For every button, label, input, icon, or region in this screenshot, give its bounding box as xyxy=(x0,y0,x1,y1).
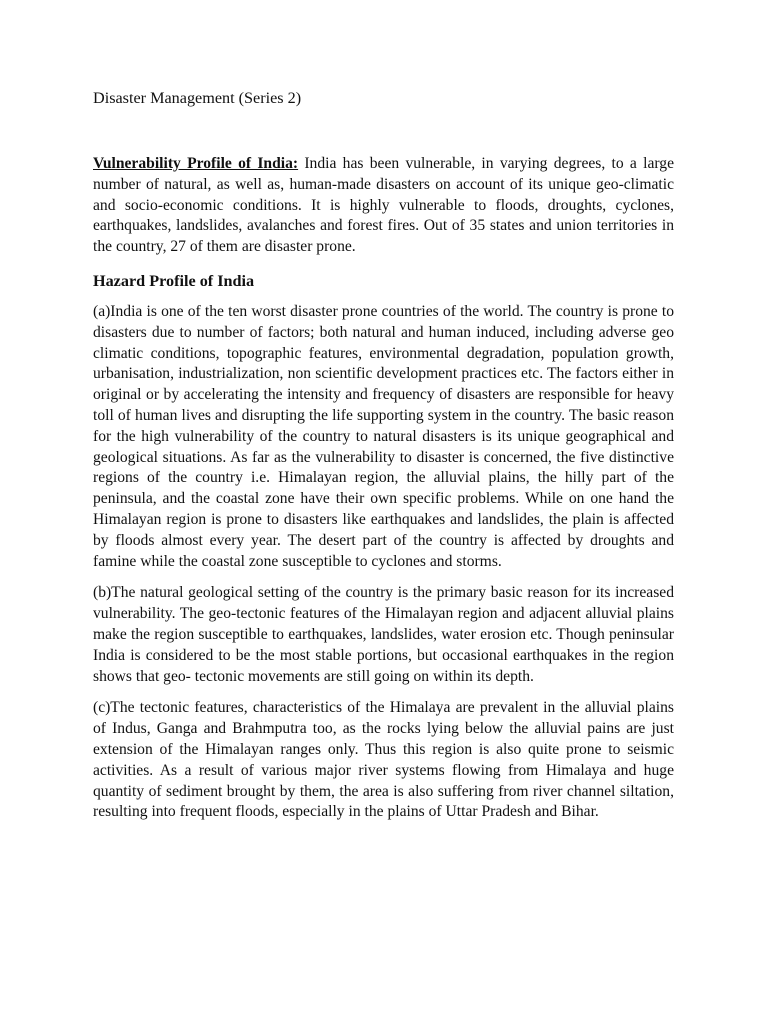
hazard-paragraph-b: (b)The natural geological setting of the country is the primary basic reason for its increased vulnerability. The geo-tectonic features of the Himalayan region and adjacent alluvial plains make the region susceptible to earthquakes, landslides, water erosion etc. Though peninsular India is considered to be the most stable portions, but occasional earthquakes in the region shows that geo- tectonic movements are still going on within its depth. xyxy=(93,584,674,685)
document-title: Disaster Management (Series 2) xyxy=(93,89,302,107)
hazard-paragraph-c: (c)The tectonic features, characteristics of the Himalaya are prevalent in the alluvial plains of Indus, Ganga and Brahmputra too, as the rocks lying below the alluvial pains are just extension of the Himalayan ranges only. Thus this region is also quite prone to seismic activities. As a result of various major river systems flowing from Himalaya and huge quantity of sediment brought by them, the area is also suffering from river channel siltation, resulting into frequent floods, especially in the plains of Uttar Pradesh and Bihar. xyxy=(93,699,674,821)
document-body xyxy=(93,154,674,834)
hazard-profile-heading: Hazard Profile of India xyxy=(93,271,255,290)
hazard-paragraph-a: (a)India is one of the ten worst disaster prone countries of the world. The country is prone to disasters due to number of factors; both natural and human induced, including adverse geo climatic conditions, topographic features, environmental degradation, population growth, urbanisation, industrialization, non scientific development practices etc. The factors either in original or by accelerating the intensity and frequency of disasters are responsible for heavy toll of human lives and disrupting the life supporting system in the country. The basic reason for the high vulnerability of the country to natural disasters is its unique geographical and geological situations. As far as the vulnerability to disaster is concerned, the five distinctive regions of the country i.e. Himalayan region, the alluvial plains, the hilly part of the peninsula, and the coastal zone have their own specific problems. While on one hand the Himalayan region is prone to disasters like earthquakes and landslides, the plain is affected by floods almost every year. The desert part of the country is affected by droughts and famine while the coastal zone susceptible to cyclones and storms. xyxy=(93,302,674,570)
intro-paragraph xyxy=(93,154,674,258)
intro-text: India has been vulnerable, in varying degrees, to a large number of natural, as well as, human-made disasters on account of its unique geo-climatic and socio-economic conditions. It is highly vulnerable to floods, droughts, cyclones, earthquakes, landslides, avalanches and forest fires. Out of 35 states and union territories in the country, 27 of them are disaster prone. xyxy=(93,155,675,256)
vulnerability-profile-heading: Vulnerability Profile of India: xyxy=(93,155,299,172)
